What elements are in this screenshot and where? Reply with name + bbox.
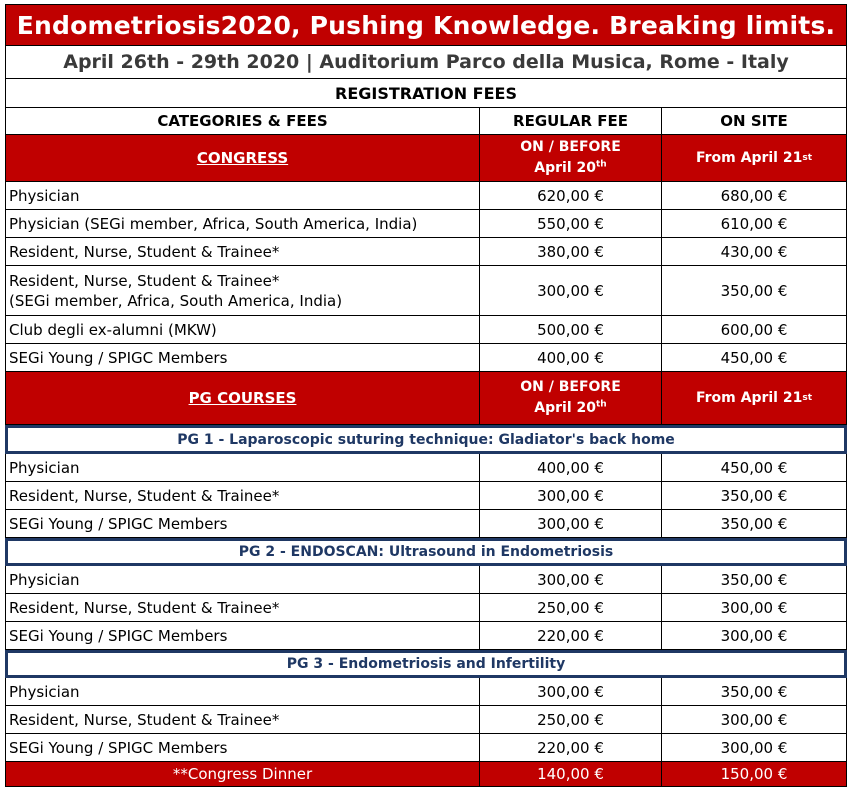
onsite-fee: 680,00 € <box>662 182 847 210</box>
table-row <box>0 210 850 238</box>
fee-category: Resident, Nurse, Student & Trainee* <box>5 594 480 622</box>
table-row <box>0 622 850 650</box>
fee-category: Physician <box>5 454 480 482</box>
pg-course-title: PG 1 - Laparoscopic suturing technique: Gladiator's back home <box>5 425 847 454</box>
table-row <box>0 344 850 372</box>
onsite-fee: 300,00 € <box>662 622 847 650</box>
regular-fee: 620,00 € <box>480 182 662 210</box>
pg-onsite-deadline: From April 21 st <box>662 372 847 425</box>
pg-courses-section-row <box>0 372 850 425</box>
fee-category: Resident, Nurse, Student & Trainee* <box>5 238 480 266</box>
table-row <box>0 182 850 210</box>
dinner-row <box>0 762 850 787</box>
regular-fee: 300,00 € <box>480 678 662 706</box>
regular-fee: 300,00 € <box>480 482 662 510</box>
regular-fee: 400,00 € <box>480 454 662 482</box>
fee-category: Club degli ex-alumni (MKW) <box>5 316 480 344</box>
onsite-fee: 350,00 € <box>662 266 847 316</box>
column-header-row <box>0 108 850 135</box>
onsite-fee: 350,00 € <box>662 510 847 538</box>
congress-regular-deadline <box>480 135 662 182</box>
regular-fee: 220,00 € <box>480 734 662 762</box>
dinner-onsite-fee: 150,00 € <box>662 762 847 787</box>
onsite-fee: 300,00 € <box>662 706 847 734</box>
table-row <box>0 734 850 762</box>
regular-fee: 220,00 € <box>480 622 662 650</box>
section-title-row <box>0 79 850 108</box>
section-title: REGISTRATION FEES <box>5 79 847 108</box>
regular-fee: 380,00 € <box>480 238 662 266</box>
onsite-fee: 300,00 € <box>662 734 847 762</box>
deadline-line1: ON / BEFORE <box>520 379 621 395</box>
onsite-fee: 450,00 € <box>662 454 847 482</box>
fee-category: Resident, Nurse, Student & Trainee* (SEGi member, Africa, South America, India) <box>5 266 480 316</box>
onsite-fee: 610,00 € <box>662 210 847 238</box>
table-row <box>0 706 850 734</box>
fee-category: Physician <box>5 566 480 594</box>
event-dates-venue: April 26th - 29th 2020 | Auditorium Parco della Musica, Rome - Italy <box>5 46 847 79</box>
regular-fee: 300,00 € <box>480 510 662 538</box>
table-row <box>0 316 850 344</box>
regular-fee: 550,00 € <box>480 210 662 238</box>
onsite-fee: 350,00 € <box>662 566 847 594</box>
dinner-label: **Congress Dinner <box>5 762 480 787</box>
table-row <box>0 238 850 266</box>
regular-fee: 300,00 € <box>480 266 662 316</box>
title-row <box>0 4 850 46</box>
pg-regular-deadline <box>480 372 662 425</box>
fee-category: Physician (SEGi member, Africa, South America, India) <box>5 210 480 238</box>
table-row <box>0 266 850 316</box>
fee-category: SEGi Young / SPIGC Members <box>5 344 480 372</box>
deadline-line1: ON / BEFORE <box>520 139 621 155</box>
table-row <box>0 482 850 510</box>
fee-category: Physician <box>5 182 480 210</box>
onsite-fee: 600,00 € <box>662 316 847 344</box>
deadline-line2: April 20th <box>534 159 607 176</box>
regular-fee: 250,00 € <box>480 706 662 734</box>
table-row <box>0 678 850 706</box>
fee-category: Resident, Nurse, Student & Trainee* <box>5 706 480 734</box>
pg-course-title: PG 2 - ENDOSCAN: Ultrasound in Endometriosis <box>5 538 847 566</box>
dinner-regular-fee: 140,00 € <box>480 762 662 787</box>
column-header-onsite: ON SITE <box>662 108 847 135</box>
fee-category: SEGi Young / SPIGC Members <box>5 510 480 538</box>
onsite-fee: 430,00 € <box>662 238 847 266</box>
fee-category: Resident, Nurse, Student & Trainee* <box>5 482 480 510</box>
pg-course-title: PG 3 - Endometriosis and Infertility <box>5 650 847 678</box>
table-row <box>0 566 850 594</box>
table-row <box>0 510 850 538</box>
regular-fee: 300,00 € <box>480 566 662 594</box>
congress-onsite-deadline: From April 21 st <box>662 135 847 182</box>
fee-category: SEGi Young / SPIGC Members <box>5 622 480 650</box>
table-row <box>0 594 850 622</box>
onsite-fee: 300,00 € <box>662 594 847 622</box>
page-title: Endometriosis2020, Pushing Knowledge. Breaking limits. <box>5 4 847 46</box>
fee-category: SEGi Young / SPIGC Members <box>5 734 480 762</box>
table-row <box>0 454 850 482</box>
congress-section-label: CONGRESS <box>5 135 480 182</box>
deadline-line2: April 20th <box>534 399 607 416</box>
column-header-regular: REGULAR FEE <box>480 108 662 135</box>
regular-fee: 400,00 € <box>480 344 662 372</box>
regular-fee: 500,00 € <box>480 316 662 344</box>
subtitle-row <box>0 46 850 79</box>
congress-section-row <box>0 135 850 182</box>
column-header-categories: CATEGORIES & FEES <box>5 108 480 135</box>
onsite-fee: 350,00 € <box>662 482 847 510</box>
onsite-fee: 450,00 € <box>662 344 847 372</box>
pg-courses-section-label: PG COURSES <box>5 372 480 425</box>
regular-fee: 250,00 € <box>480 594 662 622</box>
fee-category: Physician <box>5 678 480 706</box>
onsite-fee: 350,00 € <box>662 678 847 706</box>
